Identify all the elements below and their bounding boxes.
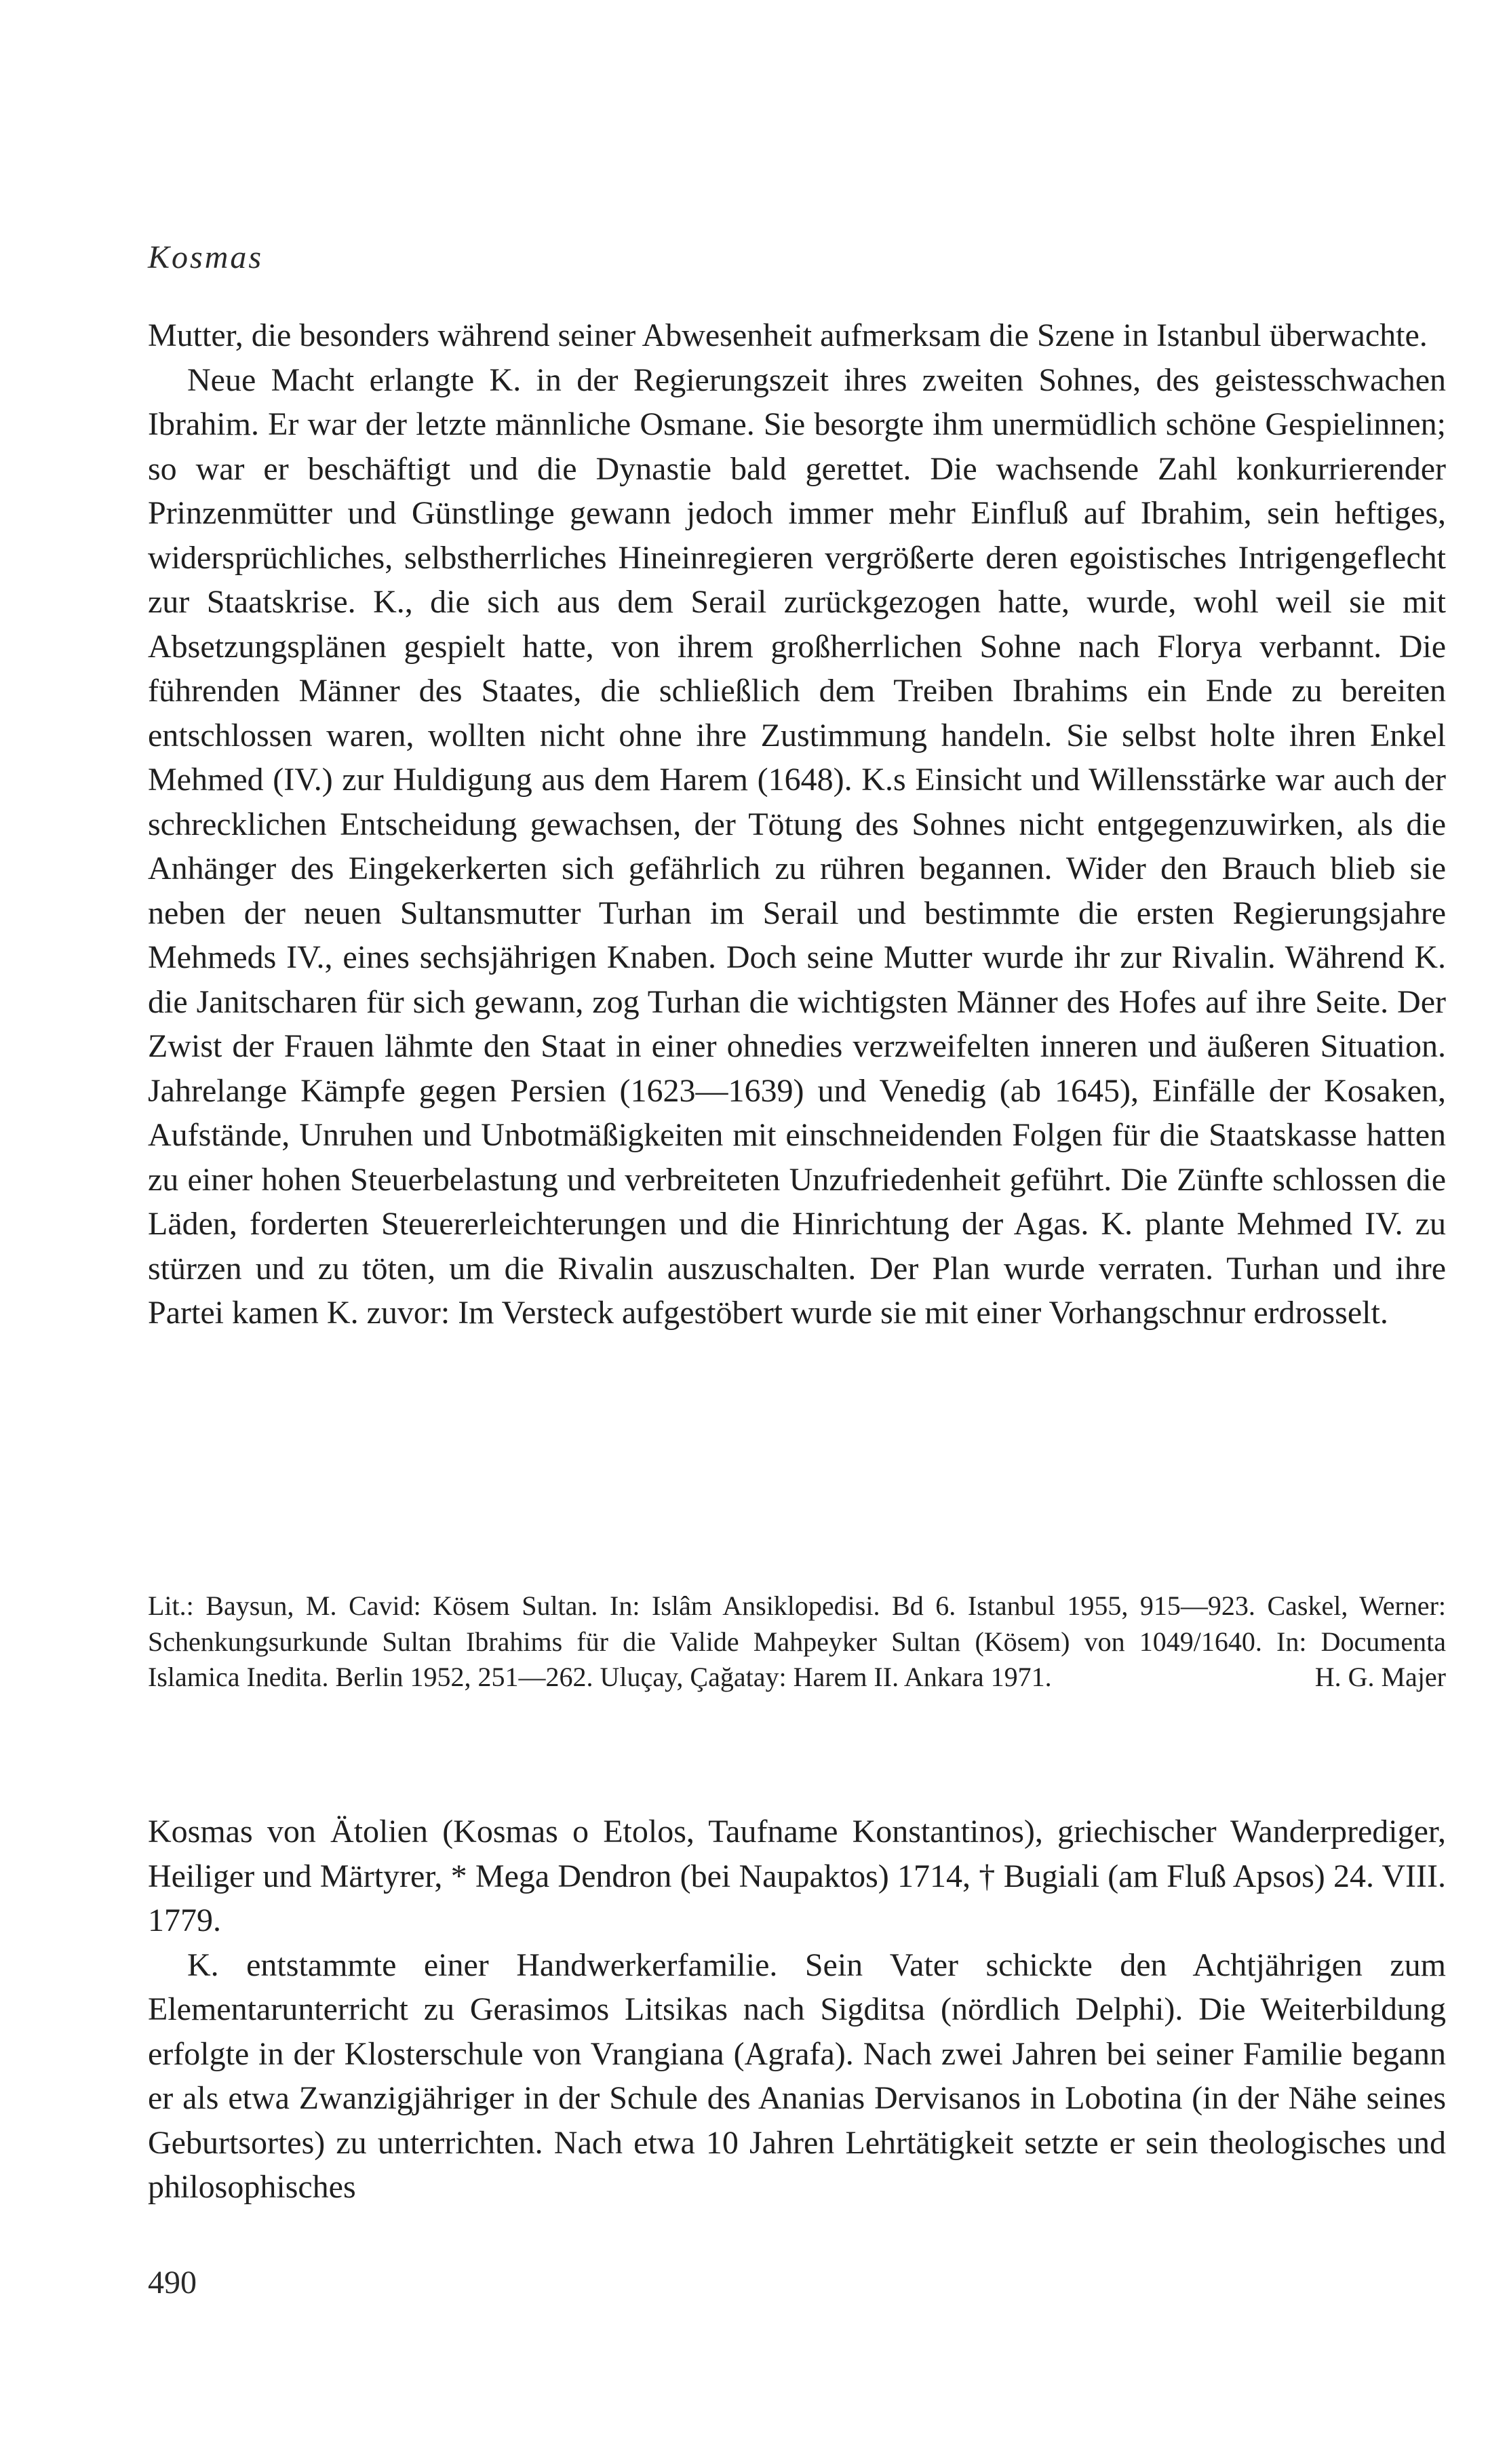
running-head: Kosmas [148,239,264,275]
body-text-entry-2 [148,1810,1446,2210]
page-number: 490 [148,2265,197,2301]
literature-block [148,1588,1446,1696]
entry-kosem-continued [148,313,1446,1335]
entry-headline-paragraph: Kosmas von Ätolien (Kosmas o Etolos, Taufname Konstantinos), griechischer Wanderprediger, Heiliger und Märtyrer, * Mega Dendron (bei Naupaktos) 1714, † Bugiali (am Fluß Apsos) 24. VIII. 1779. [148,1814,1446,1938]
paragraph-biography: K. entstammte einer Handwerkerfamilie. Sein Vater schickte den Achtjährigen zum Elementarunterricht zu Gerasimos Litsikas nach Sigditsa (nördlich Delphi). Die Weiterbildung erfolgte in der Klosterschule von Vrangiana (Agrafa). Nach zwei Jahren bei seiner Familie begann er als etwa Zwanzigjähriger in der Schule des Ananias Dervisanos in Lobotina (in der Nähe seines Geburtsortes) zu unterrichten. Nach etwa 10 Jahren Lehrtätigkeit setzte er sein theologisches und philosophisches [148,1947,1446,2205]
author-signature: H. G. Majer [1314,1662,1446,1692]
entry-kosmas-von-aetolien [148,1810,1446,2210]
literature-text: Lit.: Baysun, M. Cavid: Kösem Sultan. In: Islâm Ansiklopedisi. Bd 6. Istanbul 1955, 915—923. Caskel, Werner: Schenkungsurkunde Sultan Ibrahims für die Valide Mahpeyker Sultan (Kösem) von 1049/1640. In: Documenta Islamica Inedita. Berlin 1952, 251—262. Uluçay, Çağatay: Harem II. Ankara 1971. [148,1590,1446,1692]
body-text [148,313,1446,1335]
literature-references [148,1588,1446,1696]
paragraph-2: Neue Macht erlangte K. in der Regierungszeit ihres zweiten Sohnes, des geistesschwachen Ibrahim. Er war der letzte männliche Osmane. Sie besorgte ihm unermüdlich schöne Gespielinnen; so war er beschäftigt und die Dynastie bald gerettet. Die wachsende Zahl konkurrierender Prinzenmütter und Günstlinge gewann jedoch immer mehr Einfluß auf Ibrahim, sein heftiges, widersprüchliches, selbstherrliches Hineinregieren vergrößerte deren egoistisches Intrigengeflecht zur Staatskrise. K., die sich aus dem Serail zurückgezogen hatte, wurde, wohl weil sie mit Absetzungsplänen gespielt hatte, von ihrem großherrlichen Sohne nach Florya verbannt. Die führenden Männer des Staates, die schließlich dem Treiben Ibrahims ein Ende zu bereiten entschlossen waren, wollten nicht ohne ihre Zustimmung handeln. Sie selbst holte ihren Enkel Mehmed (IV.) zur Huldigung aus dem Harem (1648). K.s Einsicht und Willensstärke war auch der schrecklichen Entscheidung gewachsen, der Tötung des Sohnes nicht entgegenzuwirken, als die Anhänger des Eingekerkerten sich gefährlich zu rühren begannen. Wider den Brauch blieb sie neben der neuen Sultansmutter Turhan im Serail und bestimmte die ersten Regierungsjahre Mehmeds IV., eines sechsjährigen Knaben. Doch seine Mutter wurde ihr zur Rivalin. Während K. die Janitscharen für sich gewann, zog Turhan die wichtigsten Männer des Hofes auf ihre Seite. Der Zwist der Frauen lähmte den Staat in einer ohnedies verzweifelten inneren und äußeren Situation. Jahrelange Kämpfe gegen Persien (1623—1639) und Venedig (ab 1645), Einfälle der Kosaken, Aufstände, Unruhen und Unbotmäßigkeiten mit einschneidenden Folgen für die Staatskasse hatten zu einer hohen Steuerbelastung und verbreiteten Unzufriedenheit geführt. Die Zünfte schlossen die Läden, forderten Steuererleichterungen und die Hinrichtung der Agas. K. plante Mehmed IV. zu stürzen und zu töten, um die Rivalin auszuschalten. Der Plan wurde verraten. Turhan und ihre Partei kamen K. zuvor: Im Versteck aufgestöbert wurde sie mit einer Vorhangschnur erdrosselt. [148,361,1446,1331]
paragraph-1: Mutter, die besonders während seiner Abwesenheit aufmerksam die Szene in Istanbul überwachte. [148,317,1428,353]
